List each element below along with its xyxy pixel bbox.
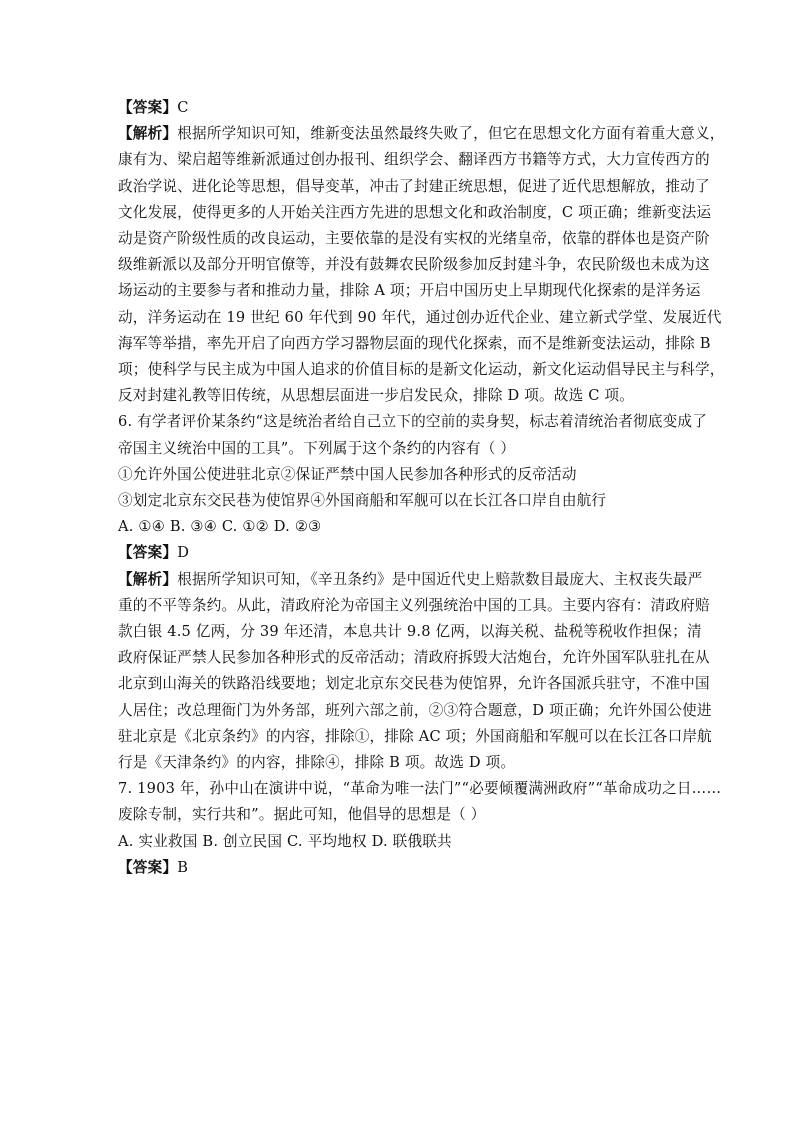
analysis-line: 行是《天津条约》的内容，排除④，排除 B 项。故选 D 项。 (118, 754, 516, 772)
analysis-line: 动是资产阶级性质的改良运动，主要依靠的是没有实权的光绪皇帝，依靠的群体也是资产阶 (118, 230, 710, 248)
q6-answer (118, 540, 678, 566)
answer-label: 【答案】 (118, 99, 178, 116)
analysis-line: 动，洋务运动在 19 世纪 60 年代到 90 年代，通过创办近代企业、建立新式学堂、发展近代 (118, 308, 722, 326)
document-page (118, 95, 725, 881)
analysis-line: 康有为、梁启超等维新派通过创办报刊、组织学会、翻译西方书籍等方式，大力宣传西方的 (118, 151, 710, 169)
analysis-line: 政治学说、进化论等思想，倡导变革，冲击了封建正统思想，促进了近代思想解放，推动了 (118, 177, 710, 195)
analysis-line: 反对封建礼教等旧传统，从思想层面进一步启发民众，排除 D 项。故选 C 项。 (118, 387, 635, 405)
analysis-line: 文化发展，使得更多的人开始关注西方先进的思想文化和政治制度，C 项正确；维新变法运 (118, 203, 712, 221)
q5-analysis (118, 121, 725, 409)
q5-answer (118, 95, 678, 121)
answer-value: B (177, 858, 189, 876)
analysis-line: 款白银 4.5 亿两，分 39 年还清，本息共计 9.8 亿两，以海关税、盐税等税收作担保；清 (118, 623, 702, 641)
analysis-label: 【解析】 (118, 570, 178, 588)
analysis-line: 【解析】根据所学知识可知，《辛丑条约》是中国近代史上赔款数目最庞大、主权丧失最严 (118, 570, 703, 588)
q6-analysis (118, 567, 712, 777)
answer-label: 【答案】 (118, 858, 178, 876)
analysis-line: 北京到山海关的铁路沿线要地；划定北京东交民巷为使馆界，允许各国派兵驻守，不准中国 (118, 675, 710, 693)
question-line: 帝国主义统治中国的工具”。下列属于这个条约的内容有（ ） (118, 439, 516, 457)
analysis-line: 重的不平等条约。从此，清政府沦为帝国主义列强统治中国的工具。主要内容有：清政府赔 (118, 596, 710, 614)
analysis-line: 场运动的主要参与者和推动力量，排除 A 项；开启中国历史上早期现代化探索的是洋务运 (118, 282, 701, 300)
analysis-line: 人居住；改总理衙门为外务部，班列六部之前，②③符合题意，D 项正确；允许外国公使进 (118, 701, 712, 719)
analysis-line: 海军等举措，率先开启了向西方学习器物层面的现代化探索，而不是维新变法运动，排除 B (118, 334, 711, 352)
analysis-label: 【解析】 (118, 125, 178, 143)
question-line: 6. 有学者评价某条约“这是统治者给自己立下的空前的卖身契，标志着清统治者彻底变成了 (118, 413, 707, 431)
statement: ③划定北京东交民巷为使馆界④外国商船和军舰可以在长江各口岸自由航行 (118, 492, 607, 510)
analysis-line: 级维新派以及部分开明官僚等，并没有鼓舞农民阶级参加反封建斗争，农民阶级也未成为这 (118, 256, 710, 274)
q7-question (118, 776, 722, 855)
question-line: 废除专制，实行共和”。据此可知，他倡导的思想是（ ） (118, 806, 486, 824)
analysis-line: 项；使科学与民主成为中国人追求的价值目标的是新文化运动，新文化运动倡导民主与科学， (118, 361, 725, 379)
answer-value: C (177, 99, 189, 116)
statement: ①允许外国公使进驻北京②保证严禁中国人民参加各种形式的反帝活动 (118, 465, 577, 483)
q7-answer (118, 855, 678, 881)
answer-value: D (177, 544, 190, 562)
analysis-line: 【解析】根据所学知识可知，维新变法虽然最终失败了，但它在思想文化方面有着重大意义， (118, 125, 725, 143)
answer-label: 【答案】 (118, 544, 178, 562)
question-line: 7. 1903 年，孙中山在演讲中说，“革命为唯一法门”“必要倾覆满洲政府”“革命成功之日…… (118, 780, 722, 798)
options: A. 实业救国 B. 创立民国 C. 平均地权 D. 联俄联共 (118, 832, 452, 850)
options: A. ①④ B. ③④ C. ①② D. ②③ (118, 518, 322, 536)
analysis-line: 政府保证严禁人民参加各种形式的反帝活动；清政府拆毁大沽炮台，允许外国军队驻扎在从 (118, 649, 710, 667)
analysis-line: 驻北京是《北京条约》的内容，排除①，排除 AC 项；外国商船和军舰可以在长江各口岸航 (118, 727, 712, 745)
q6-question (118, 409, 707, 540)
